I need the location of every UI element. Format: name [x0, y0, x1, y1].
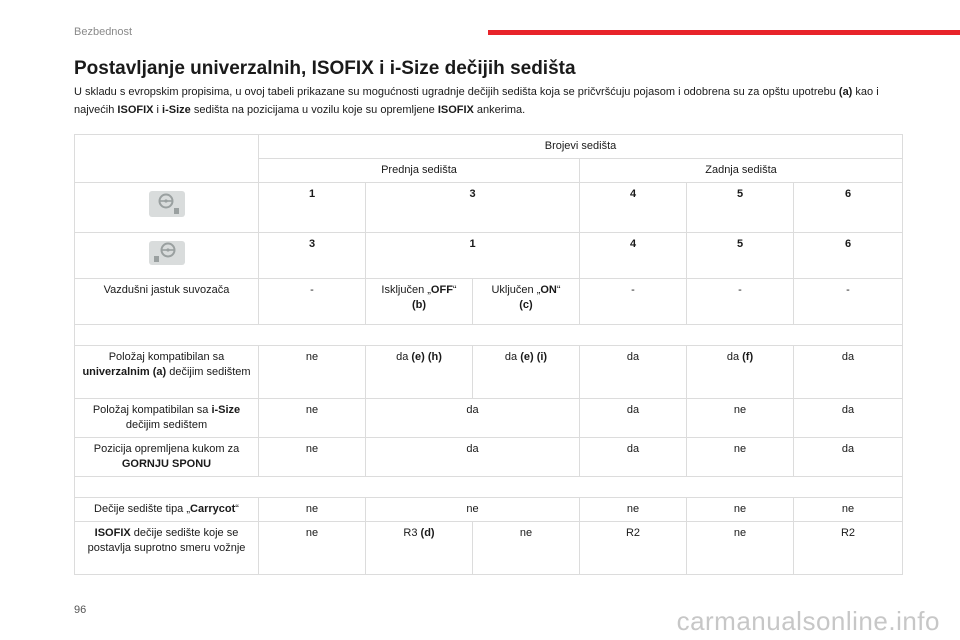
cell: ne	[687, 522, 794, 575]
cell: da	[794, 438, 903, 477]
cell: da	[580, 399, 687, 438]
cell: R2	[794, 522, 903, 575]
cell: ne	[473, 522, 580, 575]
row-label: Položaj kompatibilan sa i-Size dečijim sedištem	[75, 399, 259, 438]
cell: da (e) (h)	[366, 346, 473, 399]
row-label: Vazdušni jastuk suvozača	[75, 279, 259, 325]
cell: ne	[687, 498, 794, 522]
cell: ne	[259, 346, 366, 399]
cell: 1	[366, 233, 580, 279]
cell: 4	[580, 233, 687, 279]
intro-paragraph: U skladu s evropskim propisima, u ovoj tabeli prikazane su mogućnosti ugradnje dečijih sedišta koja se pričvršćuju pojasom i odobrena su za opštu upotrebu (a) kao i najvećih ISOFIX i i-Size sedišta na pozicijama u vozilu koje su opremljene ISOFIX ankerima.	[74, 86, 879, 116]
cell: ne	[366, 498, 580, 522]
airbag-row	[75, 279, 903, 325]
spacer-cell	[75, 477, 903, 498]
cell: da	[366, 438, 580, 477]
row-label: Položaj kompatibilan sa univerzalnim (a) dečijim sedištem	[75, 346, 259, 399]
cell: Isključen „OFF“ (b)	[366, 279, 473, 325]
cell: ne	[580, 498, 687, 522]
watermark: carmanualsonline.info	[676, 606, 940, 636]
page-number: 96	[74, 604, 87, 616]
front-seats-header: Prednja sedišta	[259, 159, 580, 183]
cell: 4	[580, 183, 687, 233]
cell: R3 (d)	[366, 522, 473, 575]
cell: ne	[794, 498, 903, 522]
row-label: ISOFIX dečije sedište koje se postavlja suprotno smeru vožnje	[75, 522, 259, 575]
row-label: Dečije sedište tipa „Carrycot“	[75, 498, 259, 522]
page-title: Postavljanje univerzalnih, ISOFIX i i-Size dečijih sedišta	[74, 58, 576, 79]
cell: da (f)	[687, 346, 794, 399]
cell: 6	[794, 183, 903, 233]
spacer-row	[75, 477, 903, 498]
left-hand-drive-steering-wheel-icon	[147, 189, 187, 219]
cell: da	[580, 438, 687, 477]
spacer-row	[75, 325, 903, 346]
cell: 3	[259, 233, 366, 279]
rear-seats-header: Zadnja sedišta	[580, 159, 903, 183]
cell: -	[580, 279, 687, 325]
cell: R2	[580, 522, 687, 575]
cell: 5	[687, 183, 794, 233]
cell: ne	[687, 399, 794, 438]
cell: ne	[687, 438, 794, 477]
isofix-rear-row	[75, 522, 903, 575]
toptether-row	[75, 438, 903, 477]
row-label: Pozicija opremljena kukom za GORNJU SPONU	[75, 438, 259, 477]
isize-row	[75, 399, 903, 438]
accent-bar	[488, 30, 960, 35]
child-seat-table	[74, 134, 902, 575]
lhd-icon-cell	[75, 183, 259, 233]
seat-numbers-header: Brojevi sedišta	[259, 135, 903, 159]
cell: 1	[259, 183, 366, 233]
table-row	[75, 233, 903, 279]
universal-row	[75, 346, 903, 399]
empty-header-cell	[75, 135, 259, 183]
cell: -	[794, 279, 903, 325]
cell: ne	[259, 438, 366, 477]
cell: ne	[259, 498, 366, 522]
cell: -	[687, 279, 794, 325]
cell: da	[366, 399, 580, 438]
cell: ne	[259, 399, 366, 438]
cell: ne	[259, 522, 366, 575]
table-row	[75, 183, 903, 233]
carrycot-row	[75, 498, 903, 522]
table-header-row	[75, 135, 903, 159]
cell: da	[794, 399, 903, 438]
cell: -	[259, 279, 366, 325]
cell: 5	[687, 233, 794, 279]
cell: Uključen „ON“ (c)	[473, 279, 580, 325]
cell: da	[794, 346, 903, 399]
cell: da	[580, 346, 687, 399]
cell: da (e) (i)	[473, 346, 580, 399]
right-hand-drive-steering-wheel-icon	[147, 239, 187, 267]
section-label: Bezbednost	[74, 26, 133, 38]
spacer-cell	[75, 325, 903, 346]
rhd-icon-cell	[75, 233, 259, 279]
cell: 6	[794, 233, 903, 279]
cell: 3	[366, 183, 580, 233]
